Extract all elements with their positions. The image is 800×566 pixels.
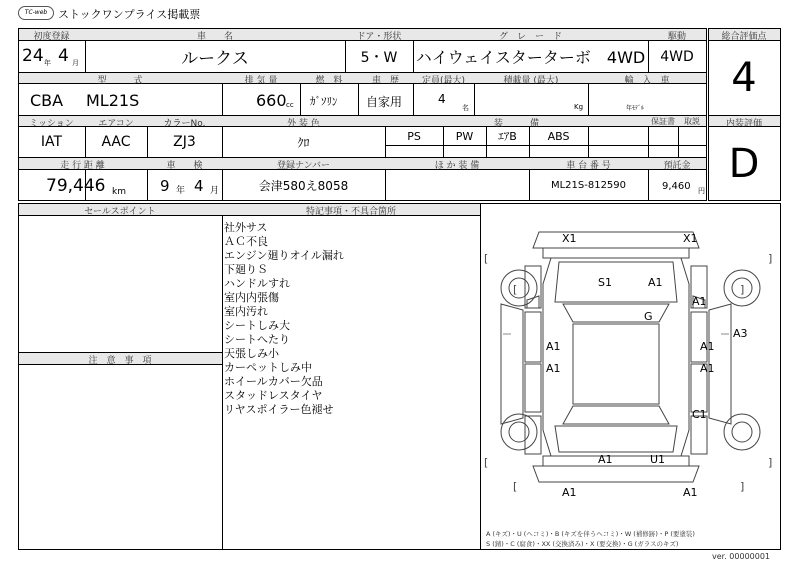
first-reg-month-unit: 月	[72, 59, 79, 67]
damage-mark: A3	[733, 327, 748, 340]
displacement: 660	[256, 91, 287, 110]
label-door: ドア・形状	[356, 32, 402, 42]
overall-score: 4	[731, 55, 757, 101]
label-mission: ミッション	[29, 119, 74, 129]
label-notes: 特記事項・不具合箇所	[305, 207, 396, 217]
model-code: ML21S	[86, 91, 140, 110]
bracket-b2r: ]	[740, 480, 745, 493]
label-car-name: 車 名	[196, 32, 233, 42]
plate-number: 会津580え8058	[258, 178, 349, 193]
equipment-item: PS	[407, 129, 421, 143]
label-manual: 取説	[684, 117, 700, 126]
door-shape: 5・W	[360, 49, 398, 66]
note-item: カーペットしみ中	[224, 361, 312, 374]
note-item: 下廻りＳ	[224, 263, 268, 276]
damage-mark: A1	[546, 340, 561, 353]
note-item: 天張しみ小	[224, 347, 279, 360]
note-item: スタッドレスタイヤ	[224, 389, 323, 402]
damage-mark: A1	[546, 362, 561, 375]
fuel: ｶﾞｿﾘﾝ	[310, 95, 338, 108]
page-title: ストックワンプライス掲載票	[58, 8, 201, 21]
label-price: 預託金	[663, 161, 691, 171]
label-import: 輸 入 車	[624, 76, 670, 86]
label-color-no: カラーNo.	[163, 119, 206, 129]
damage-mark: A1	[562, 486, 577, 499]
label-mileage: 走 行 距 離	[60, 161, 105, 171]
bracket-tl: [	[484, 252, 489, 265]
label-warranty: 保証書	[651, 117, 675, 126]
label-fuel: 燃 料	[315, 76, 343, 86]
damage-mark: U1	[650, 453, 666, 466]
note-item: ＡＣ不良	[224, 235, 268, 248]
import-model-year: 年ﾓﾃﾞﾙ	[626, 105, 645, 112]
mission: IAT	[40, 134, 63, 150]
label-exterior-color: 外 装 色	[287, 119, 320, 129]
chassis-number: ML21S-812590	[550, 179, 627, 191]
note-item: シートしみ大	[224, 319, 290, 332]
inspection-month-unit: 月	[210, 186, 220, 196]
damage-mark: A1	[700, 340, 715, 353]
first-reg-year: 24	[22, 46, 44, 66]
equipment-item: ABS	[547, 129, 570, 143]
damage-mark: A1	[648, 276, 663, 289]
label-model: 型 式	[97, 76, 143, 86]
label-drive: 駆動	[667, 32, 686, 42]
mileage-unit: km	[112, 187, 126, 197]
label-grade: グ レ ー ド	[498, 32, 562, 42]
note-item: 室内内張傷	[224, 291, 279, 304]
car-damage-diagram	[481, 204, 780, 549]
inspection-year-unit: 年	[176, 186, 186, 196]
label-interior-score: 内装評価	[725, 119, 762, 129]
price-unit: 円	[698, 187, 705, 195]
bracket-mr: ]	[740, 283, 745, 296]
exterior-color: ｸﾛ	[297, 135, 310, 150]
damage-mark: G	[644, 310, 653, 323]
damage-mark: A1	[700, 362, 715, 375]
first-reg-year-unit: 年	[44, 59, 51, 67]
label-sales-point: セールスポイント	[84, 207, 156, 217]
damage-mark: C1	[692, 408, 707, 421]
inspection-year: 9	[160, 177, 170, 195]
damage-mark: A1	[683, 486, 698, 499]
equipment-item: PW	[455, 129, 474, 143]
label-equipment: 装 備	[493, 119, 539, 129]
label-car-history: 車 歴	[371, 76, 399, 86]
version-label: ver. 00000001	[712, 552, 771, 561]
note-item: シートへたり	[224, 333, 290, 346]
label-overall-score: 総合評価点	[721, 32, 767, 42]
bracket-br: ]	[768, 456, 773, 469]
header-logo: TC-web	[18, 6, 54, 20]
car-history: 自家用	[366, 95, 403, 109]
bracket-b2l: [	[513, 480, 518, 493]
label-capacity: 定員(最大)	[421, 76, 466, 86]
capacity: 4	[438, 92, 446, 106]
equipment-item: ｴｱB	[498, 130, 517, 143]
label-displacement: 排 気 量	[244, 76, 278, 86]
car-name: ルークス	[181, 49, 249, 69]
damage-mark: X1	[562, 232, 577, 245]
damage-mark: S1	[598, 276, 612, 289]
diagram-legend-line2: S (錆)・C (腐食)・XX (交換済み)・X (要交換)・G (ガラスのキズ)	[486, 540, 679, 548]
bracket-ml: [	[513, 283, 518, 296]
damage-mark: A1	[692, 295, 707, 308]
label-aircon: エアコン	[98, 119, 134, 129]
color-no: ZJ3	[173, 134, 196, 150]
damage-mark: A1	[598, 453, 613, 466]
drive: 4WD	[660, 48, 694, 65]
grade: ハイウェイスターターボ 4WD	[415, 48, 646, 67]
label-chassis: 車 台 番 号	[566, 161, 611, 171]
note-item: 社外サス	[224, 221, 268, 234]
note-item: エンジン廻りオイル漏れ	[224, 249, 344, 262]
price: 9,460	[662, 181, 691, 192]
note-item: リヤスポイラー色褪せ	[224, 403, 334, 416]
diagram-legend-line1: A (キズ)・U (ヘコミ)・B (キズを伴うヘコミ)・W (補修跡)・P (要塗装)	[486, 530, 695, 538]
first-reg-month: 4	[58, 46, 69, 66]
capacity-unit: 名	[462, 104, 469, 112]
label-load: 積載量 (最大)	[503, 76, 559, 86]
label-plate: 登録ナンバー	[277, 161, 330, 171]
note-item: ハンドルすれ	[224, 277, 290, 290]
note-item: ホイールカバー欠品	[224, 375, 323, 388]
label-other-equipment: ほ か 装 備	[434, 161, 480, 171]
bracket-bl: [	[484, 456, 489, 469]
label-inspection: 車 検	[166, 161, 203, 171]
mileage: 79,446	[46, 176, 106, 196]
model-prefix: CBA	[30, 91, 64, 110]
load-unit: Kg	[574, 103, 584, 111]
displacement-unit: cc	[286, 101, 294, 109]
bracket-tr: ]	[768, 252, 773, 265]
damage-mark: X1	[683, 232, 698, 245]
label-caution: 注 意 事 項	[88, 356, 152, 366]
note-item: 室内汚れ	[224, 305, 268, 318]
aircon: AAC	[101, 134, 131, 150]
inspection-month: 4	[194, 177, 204, 195]
interior-score: D	[728, 140, 760, 187]
label-first-reg: 初度登録	[33, 32, 70, 42]
